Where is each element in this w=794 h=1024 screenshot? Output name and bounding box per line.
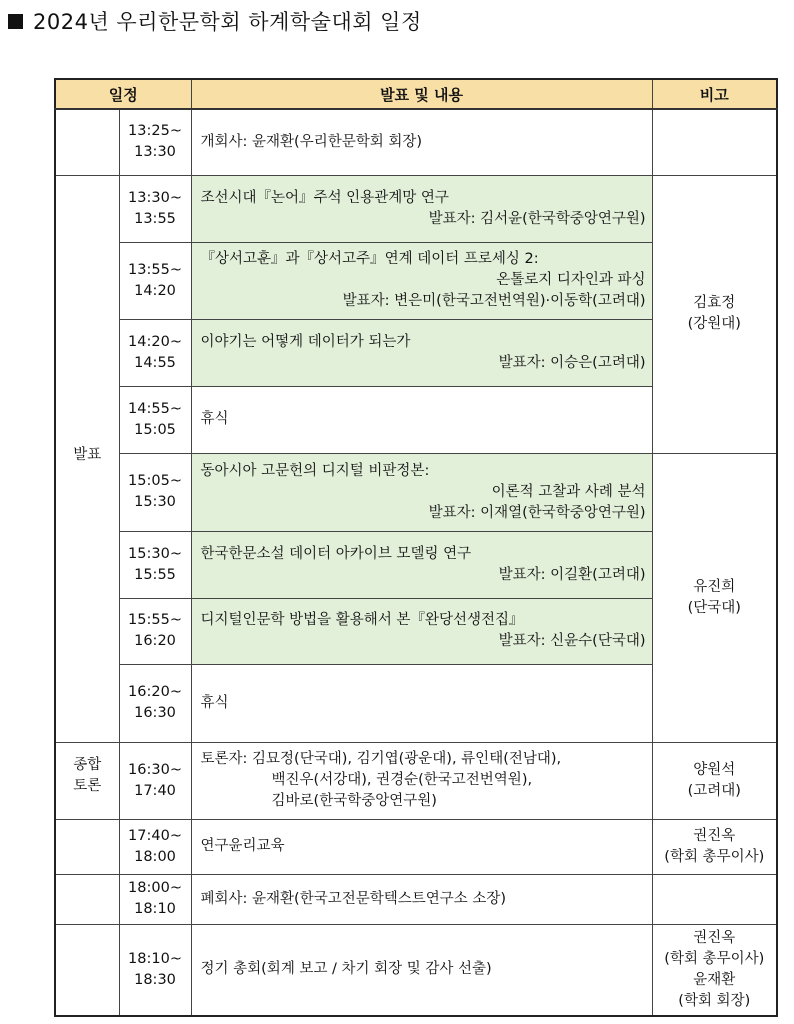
text-line: 13:30~ — [128, 189, 182, 206]
schedule-table — [54, 78, 778, 1017]
text-line: 발표자: 이승은(고려대) — [498, 354, 646, 371]
group-cell — [55, 874, 119, 924]
square-bullet-icon — [8, 14, 23, 29]
text-line: 『상서고훈』과『상서고주』연계 데이터 프로세싱 2: — [200, 251, 539, 267]
text-line: 권진옥 — [693, 929, 736, 946]
header-schedule: 일정 — [55, 79, 191, 109]
text-line: 15:05 — [134, 421, 176, 438]
text-line: 16:20~ — [128, 684, 182, 700]
time-cell — [119, 598, 191, 664]
time-cell — [119, 242, 191, 319]
text-line: 발표자: 이길환(고려대) — [498, 566, 646, 583]
group-cell — [55, 924, 119, 1016]
content-cell — [191, 109, 652, 175]
content-cell — [191, 175, 652, 242]
text-line: 토론자: 김묘정(단국대), 김기엽(광운대), 류인태(전남대), — [200, 751, 562, 767]
text-line: 발표자: 변은미(한국고전번역원)·이동학(고려대) — [342, 293, 646, 309]
text-line: 발표자: 김서윤(한국학중앙연구원) — [428, 210, 646, 227]
text-line: 18:00~ — [128, 880, 182, 896]
table-row — [55, 924, 777, 1016]
text-line: 휴식 — [200, 411, 229, 427]
text-line: 폐회사: 윤재환(한국고전문학텍스트연구소 소장) — [200, 890, 507, 907]
time-cell — [119, 874, 191, 924]
text-line: 16:30 — [134, 705, 176, 721]
content-cell — [191, 742, 652, 819]
text-line: 14:55 — [134, 354, 176, 371]
text-line: (학회 총무이사) — [664, 848, 765, 865]
text-line: 휴식 — [200, 694, 229, 711]
content-cell — [191, 664, 652, 742]
text-line: 17:40 — [134, 782, 176, 799]
text-line: 유진희 — [693, 578, 736, 595]
table-row — [55, 874, 777, 924]
content-cell — [191, 924, 652, 1016]
group-discussion — [55, 742, 119, 819]
text-line: 15:30 — [134, 494, 176, 510]
time-cell — [119, 109, 191, 175]
text-line: 18:00 — [134, 848, 176, 865]
text-line: 종합 — [73, 756, 102, 773]
text-line: 디지털인문학 방법을 활용해서 본『완당선생전집』 — [200, 612, 524, 628]
content-cell — [191, 319, 652, 386]
text-line: 윤재환 — [693, 971, 736, 988]
table-row — [55, 453, 777, 531]
group-cell — [55, 109, 119, 175]
text-line: 18:30 — [134, 971, 176, 988]
text-line: (강원대) — [687, 316, 741, 332]
text-line: 발표자: 신윤수(단국대) — [498, 633, 646, 649]
text-line: 온톨로지 디자인과 파싱 — [496, 272, 646, 288]
text-line: 14:55~ — [128, 400, 182, 417]
time-cell — [119, 175, 191, 242]
text-line: 14:20 — [134, 282, 176, 299]
page-title-text: 2024년 우리한문학회 하계학술대회 일정 — [33, 10, 422, 34]
text-line: 15:30~ — [128, 545, 182, 562]
text-line: 정기 총회(회계 보고 / 차기 회장 및 감사 선출) — [200, 961, 492, 978]
text-line: 양원석 — [693, 761, 736, 778]
note-moderator-2 — [652, 453, 777, 742]
group-presentation: 발표 — [55, 175, 119, 742]
text-line: (고려대) — [687, 782, 741, 799]
time-cell — [119, 819, 191, 874]
text-line: 연구윤리교육 — [200, 838, 285, 854]
time-cell — [119, 453, 191, 531]
page-title — [8, 6, 422, 36]
note-moderator-3 — [652, 742, 777, 819]
time-cell — [119, 924, 191, 1016]
text-line: 백진우(서강대), 권경순(한국고전번역원), — [271, 772, 533, 788]
text-line: 개회사: 윤재환(우리한문학회 회장) — [200, 133, 423, 150]
table-row — [55, 175, 777, 242]
content-cell — [191, 598, 652, 664]
text-line: 15:55 — [134, 566, 176, 583]
content-cell — [191, 819, 652, 874]
text-line: 16:30~ — [128, 761, 182, 778]
text-line: 17:40~ — [128, 827, 182, 844]
table-row — [55, 742, 777, 819]
text-line: 조선시대『논어』주석 인용관계망 연구 — [200, 189, 449, 206]
text-line: (단국대) — [687, 599, 741, 616]
group-cell — [55, 819, 119, 874]
text-line: 16:20 — [134, 633, 176, 649]
content-cell — [191, 242, 652, 319]
text-line: 14:20~ — [128, 333, 182, 350]
text-line: (학회 총무이사) — [664, 950, 765, 967]
note-moderator-1 — [652, 175, 777, 453]
time-cell — [119, 531, 191, 598]
text-line: 김바로(한국학중앙연구원) — [271, 793, 437, 809]
text-line: 13:55~ — [128, 261, 182, 278]
text-line: 이야기는 어떻게 데이터가 되는가 — [200, 333, 411, 350]
text-line: 발표자: 이재열(한국학중앙연구원) — [428, 504, 646, 521]
text-line: 15:55~ — [128, 612, 182, 628]
table-row — [55, 109, 777, 175]
text-line: 18:10~ — [128, 950, 182, 967]
text-line: 13:30 — [134, 144, 176, 161]
text-line: 15:05~ — [128, 473, 182, 489]
content-cell — [191, 453, 652, 531]
time-cell — [119, 386, 191, 453]
text-line: 이론적 고찰과 사례 분석 — [491, 483, 646, 500]
header-note: 비고 — [652, 79, 777, 109]
text-line: 한국한문소설 데이터 아카이브 모델링 연구 — [200, 545, 472, 562]
text-line: 13:25~ — [128, 123, 182, 140]
table-header-row — [55, 79, 777, 109]
note-cell — [652, 924, 777, 1016]
text-line: 김효정 — [693, 295, 736, 311]
table-row — [55, 819, 777, 874]
text-line: (학회 회장) — [678, 992, 751, 1009]
header-content: 발표 및 내용 — [191, 79, 652, 109]
text-line: 13:55 — [134, 210, 176, 227]
content-cell — [191, 874, 652, 924]
time-cell — [119, 319, 191, 386]
time-cell — [119, 742, 191, 819]
note-cell — [652, 109, 777, 175]
note-cell — [652, 819, 777, 874]
content-cell — [191, 386, 652, 453]
content-cell — [191, 531, 652, 598]
text-line: 동아시아 고문헌의 디지털 비판정본: — [200, 462, 430, 479]
note-cell — [652, 874, 777, 924]
text-line: 권진옥 — [693, 827, 736, 844]
time-cell — [119, 664, 191, 742]
text-line: 토론 — [73, 777, 102, 794]
text-line: 18:10 — [134, 901, 176, 917]
